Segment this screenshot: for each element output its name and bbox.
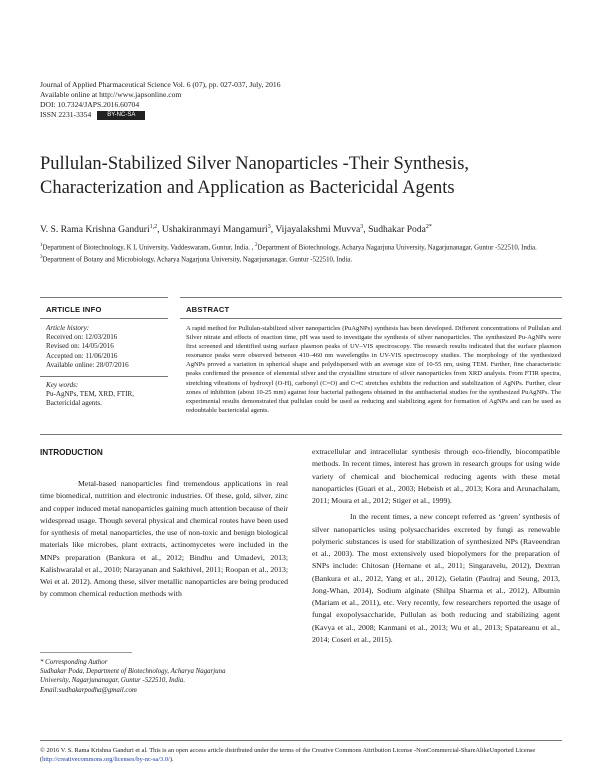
- keywords-label: Key words:: [46, 381, 79, 389]
- received-date: Received on: 12/03/2016: [46, 333, 118, 342]
- issn: ISSN 2231-3354: [40, 110, 92, 119]
- abstract-heading: ABSTRACT: [186, 305, 230, 314]
- corresponding-email[interactable]: Email:sudhakarpodha@gmail.com: [40, 686, 137, 694]
- corresponding-author: [40, 658, 288, 695]
- corresponding-label: * Corresponding Author: [40, 659, 108, 666]
- author: Ushakiranmayi Mangamuri$^3$,: [161, 224, 276, 236]
- affiliation: Department of Botany and Microbiology, Acharya Nagarjuna University, Nagarjunanagar, Guntur -522510, India.: [42, 256, 353, 264]
- paper-title: Pullulan-Stabilized Silver Nanoparticles -Their Synthesis, Characterization and Application as Bactericidal Agents: [40, 154, 470, 198]
- cc-license-badge-icon[interactable]: BY-NC-SA: [97, 111, 145, 120]
- abstract-text: A rapid method for Pullulan-stabilized silver nanoparticles (PuAgNPs) synthesis has been developed. Different concentrations of Pullulan and Silver nitrate and effects of reaction time, pH was used to investigate the synthesis of silver nanoparticles. The synthesized Pu-AgNPs were first screened and identified using surface plasmon peaks of UV–VIS spectroscopy. The research results indicated that the surface plasmon resonance peaks were observed between 410–460 nm wavelengths in UV-VIS spectroscopy studies. The morphology of the synthesized AgNPs proved a variation in spherical shape and polydispersed with an average size of 10-55 nm, using TEM. Further, fine characteristic peaks confirmed the presence of elemental silver and the crystalline structure of silver nanoparticles from XRD analysis. From FTIR spectra, stretching vibrations of hydroxyl (O-H), carbonyl (C=O) and C=C stretches exhibits the reduction and stabilization of AgNPs. Further, clear zones of inhibition (about 10-25 mm) against four bacterial pathogens obtained in the antibacterial studies for the synthesized PuAgNPs. The experimental results demonstrated that pullulan could be used as reducing and stabilizing agent for formation of AgNPs and can be used as redoubtable bactericidal agents.: [186, 325, 561, 414]
- author-list: [40, 224, 560, 235]
- license-text: © 2016 V. S. Rama Krishna Ganduri et al. This is an open access article distributed under the terms of the Creative Commons Attribution License -NonCommercial-ShareAlikeUnported License (: [40, 747, 536, 763]
- article-info: [46, 324, 164, 370]
- accepted-date: Accepted on: 11/06/2016: [46, 351, 118, 360]
- journal-website[interactable]: Available online at http://www.japsonline.com: [40, 90, 182, 99]
- introduction-heading: INTRODUCTION: [40, 448, 103, 457]
- intro-paragraph-1: Metal-based nanoparticles find tremendous applications in real time biomedical, nutrition and electronic industries. Of these, gold, silver, zinc and copper induced metal nanoparticles gaining much attention because of their widespread usage. Though several physical and chemical routes have been used for synthesis of metal nanoparticles, the use of non-toxic and benign biological materials like microbes, plant extracts, actinomycetes were included in the MNPs preparation (Bankura et al., 2012; Bindhu and Umadevi, 2013; Kalishwaralal et al., 2010; Narayanan and Sakthivel, 2011; Roopan et al., 2013; Wei et al. 2012). Among these, silver metallic nanoparticles are being produced by common chemical reduction methods with: [40, 479, 288, 599]
- available-date: Available online: 28/07/2016: [46, 360, 129, 369]
- intro-paragraph-2: extracellular and intracellular synthesis through eco-friendly, biocompatible methods. In recent times, interest has grown in research groups for using wide variety of chemical and biochemical reducing agents with these metal nanoparticles (Guari et al., 2003; Hebeish et al., 2013; Kora and Arunachalam, 2011; Moura et al., 2012; Stiger et al., 1999).: [312, 447, 560, 505]
- author: Sudhakar Poda$^{2*}$: [368, 224, 432, 236]
- abstract-heading-rule: [180, 318, 562, 319]
- abstract-bottom-rule: [40, 434, 562, 435]
- author: Vijayalakshmi Muvva$^3$,: [275, 224, 369, 236]
- info-divider-rule: [40, 376, 168, 377]
- revised-date: Revised on: 14/05/2016: [46, 342, 114, 351]
- corresponding-name: Sudhakar Poda, Department of Biotechnology, Acharya Nagarjuna: [40, 668, 226, 676]
- affiliations: $^1$Department of Biotechnology, K L University, Vaddeswaram, Guntur, India. , $^2$Department of Biotechnology, Acharya Nagarjuna University, Nagarjunanagar, Guntur -522510, India. $^3$Department of Botany and Microbiology, Acharya Nagarjuna University, Nagarjunanagar, Guntur -522510, India.: [40, 243, 537, 264]
- intro-paragraph-3: In the recent times, a new concept referred as ‘green’ synthesis of silver nanoparticles using polysaccharides excreted by fungi as renewable polymeric substances is used for stabilization of synthesized NPs (Raveendran et al., 2003). The most extensively used biopolymers for the preparation of SNPs include: Chitosan (Hernane et al., 2011; Singaravelu, 2012), Dextran (Bankura et al., 2012, Yang et al., 2012), Gelatin (Paulraj and Seung, 2013, Jong-Whan, 2014), Sodium alginate (Shilpa Sharma et al., 2012), Albumin (Mariam et al., 2011), etc. Very recently, few researchers reported the usage of fungal exopolysaccharide, Pullulan as both reducing and stabilizing agent (Kavya et al., 2008; Kanmani et al., 2013; Wu et al., 2013; Spatareanu et al., 2014; Coseri et al., 2015).: [312, 512, 560, 644]
- author: V. S. Rama Krishna Ganduri$^{1,2}$,: [40, 224, 162, 236]
- affiliation: Department of Biotechnology, Acharya Nagarjuna University, Nagarjunanagar, Guntur -522510, India.: [257, 244, 537, 252]
- license-footer: © 2016 V. S. Rama Krishna Ganduri et al. This is an open access article distributed under the terms of the Creative Commons Attribution License -NonCommercial-ShareAlikeUnported License (http://creativecommons.org/licenses/by-nc-sa/3.0/).: [40, 747, 536, 763]
- issn-line: [40, 110, 281, 120]
- info-top-rule: [40, 297, 168, 298]
- doi[interactable]: DOI: 10.7324/JAPS.2016.60704: [40, 100, 140, 109]
- article-info-heading: ARTICLE INFO: [46, 305, 102, 314]
- history-label: Article history:: [46, 324, 90, 332]
- corresponding-address: University, Nagarjunanagar, Guntur -522510, India.: [40, 677, 186, 685]
- footnote-rule: [40, 652, 132, 653]
- affiliation: Department of Biotechnology, K L University, Vaddeswaram, Guntur, India. ,: [42, 244, 256, 252]
- abstract-top-rule: [180, 297, 562, 298]
- keywords-block: [46, 381, 164, 409]
- footer-rule: [40, 740, 562, 741]
- info-heading-rule: [40, 318, 168, 319]
- intro-column-2: [312, 446, 560, 646]
- license-link[interactable]: http://creativecommons.org/licenses/by-nc-sa/3.0/: [42, 756, 170, 763]
- journal-metadata: [40, 80, 281, 120]
- journal-citation: Journal of Applied Pharmaceutical Science Vol. 6 (07), pp. 027-037, July, 2016: [40, 80, 281, 89]
- keywords: Pu-AgNPs, TEM, XRD, FTIR, Bactericidal agents.: [46, 390, 134, 408]
